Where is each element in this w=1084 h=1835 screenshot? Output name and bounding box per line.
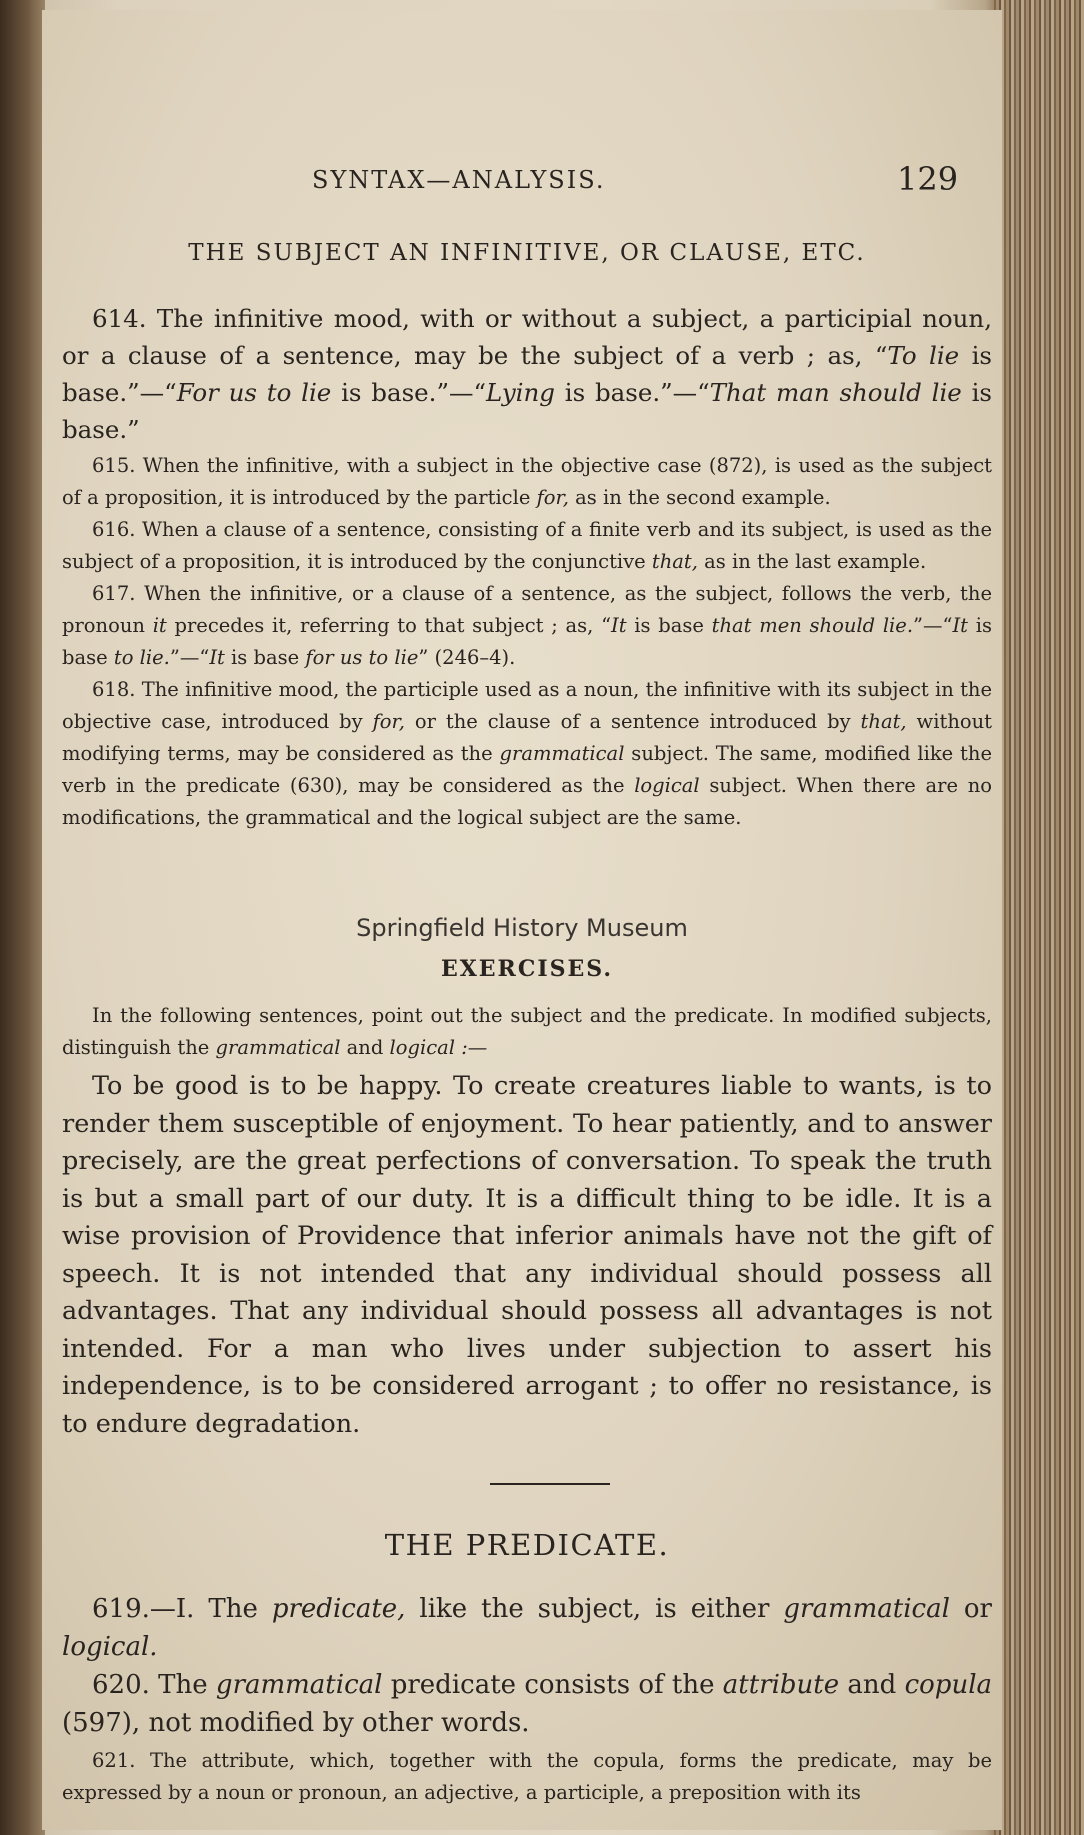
para-number: 618.: [92, 678, 136, 701]
para-number: 617.: [92, 582, 136, 605]
watermark: Springfield History Museum: [356, 914, 688, 942]
paragraph-621: 621. The attribute, which, together with the copula, forms the predicate, may be expressed by a noun or pronoun, an adjective, a participle, a preposition with its: [62, 1749, 992, 1804]
page-number: 129: [897, 160, 959, 198]
para-number: 621.: [92, 1749, 136, 1772]
para-number: 616.: [92, 518, 136, 541]
para-number: 615.: [92, 454, 136, 477]
page-stack-edge: [994, 0, 1084, 1835]
exercise-instruction: In the following sentences, point out the subject and the predicate. In modified subjects, distinguish the grammatical and logical :—: [62, 1004, 992, 1059]
facing-page-edge: [0, 0, 45, 1835]
paragraph-615: 615. When the infinitive, with a subject in the objective case (872), is used as the subject of a proposition, it is introduced by the particle for, as in the second example.: [62, 454, 992, 509]
paragraph-619: 619.—I. The predicate, like the subject, is either grammatical or logical.: [62, 1594, 992, 1662]
exercise-text: To be good is to be happy. To create creatures liable to wants, is to render them susceptible of enjoyment. To hear patiently, and to answer precisely, are the great perfections of conversation. To speak the truth is but a small part of our duty. It is a difficult thing to be idle. It is a wise provision of Providence that inferior animals have not the gift of speech. It is not intended that any individual should possess all advantages. That any individual should possess all advantages is not intended. For a man who lives under subjection to assert his independence, is to be considered arrogant ; to offer no resistance, is to endure degradation.: [62, 1071, 992, 1439]
section-heading: THE SUBJECT AN INFINITIVE, OR CLAUSE, ETC.: [188, 240, 866, 266]
paragraph-620: 620. The grammatical predicate consists of the attribute and copula (597), not modified by other words.: [62, 1670, 993, 1738]
para-number: 619.—I.: [92, 1594, 195, 1624]
paragraph-617: 617. When the infinitive, or a clause of a sentence, as the subject, follows the verb, the pronoun it precedes it, referring to that subject ; as, “It is base that men should lie.”—“It is base to lie.”—“It is base for us to lie” (246–4).: [62, 582, 992, 669]
para-number: 620.: [92, 1670, 150, 1700]
exercises-heading: EXERCISES.: [440, 956, 614, 982]
paragraph-616: 616. When a clause of a sentence, consisting of a finite verb and its subject, is used as the subject of a proposition, it is introduced by the conjunctive that, as in the last example.: [62, 518, 992, 573]
book-page: [42, 10, 1002, 1830]
predicate-heading: THE PREDICATE.: [384, 1528, 670, 1562]
paragraph-618: 618. The infinitive mood, the participle used as a noun, the infinitive with its subject in the objective case, introduced by for, or the clause of a sentence introduced by that, without modifying terms, may be considered as the grammatical subject. The same, modified like the verb in the predicate (630), may be considered as the logical subject. When there are no modifications, the grammatical and the logical subject are the same.: [62, 678, 993, 829]
running-header: [42, 160, 1002, 200]
paragraphs-615-618: [62, 450, 992, 834]
para-number: 614.: [92, 304, 147, 333]
paragraphs-619-620: [62, 1590, 992, 1742]
paragraph-614: 614. The infinitive mood, with or without a subject, a participial noun, or a clause of a sentence, may be the subject of a verb ; as, “To lie is base.”—“For us to lie is base.”—“Lying is base.”—“That man should lie is base.”: [62, 304, 992, 444]
running-head-title: SYNTAX—ANALYSIS.: [312, 166, 606, 194]
section-divider: [490, 1483, 610, 1485]
